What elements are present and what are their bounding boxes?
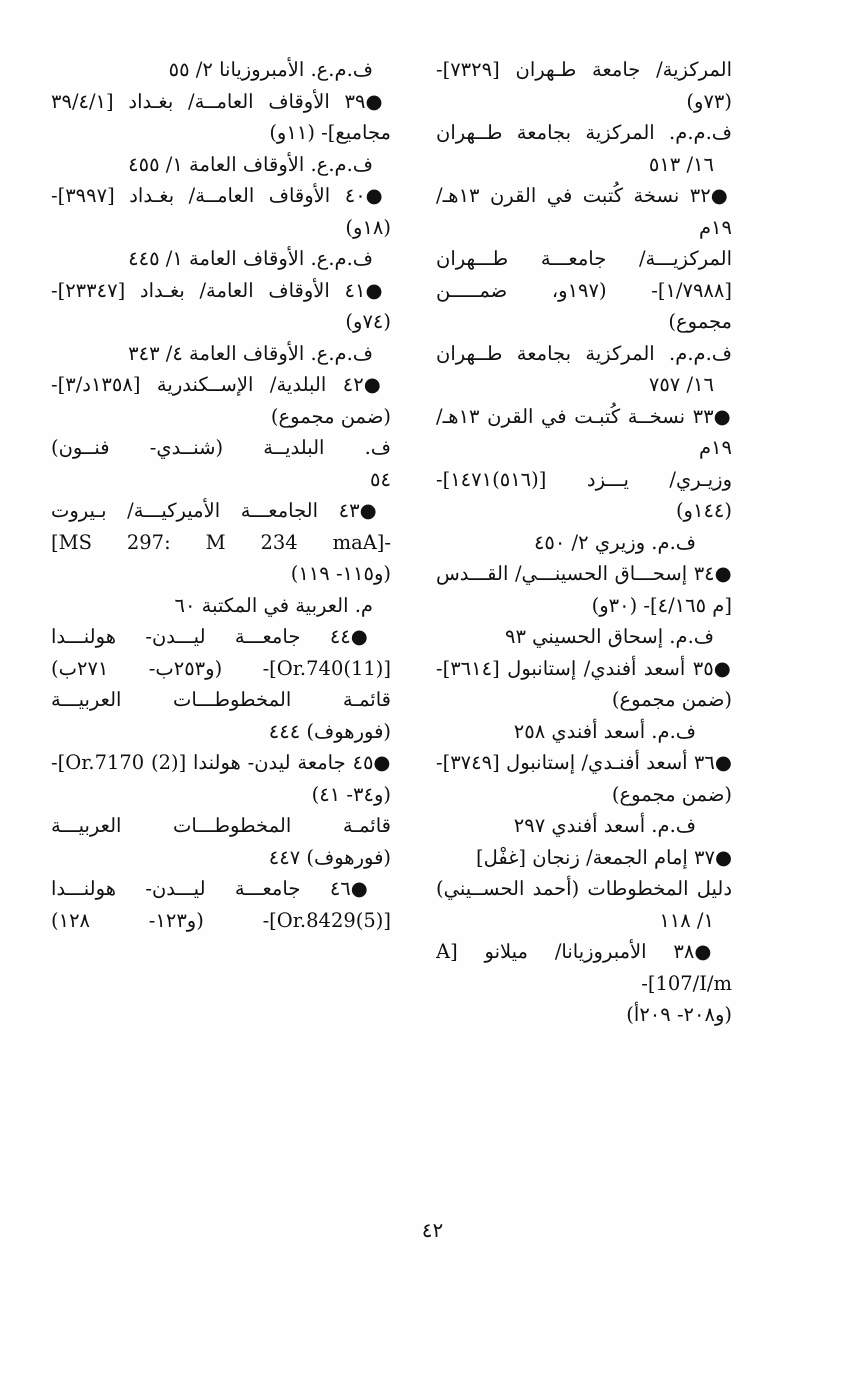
text-line: ●٤٣ الجامعـــة الأميركيـــة/ بـيروت: [51, 499, 391, 522]
text-line: ف.م. وزيري ٢/ ٤٥٠: [533, 530, 696, 554]
text-line: دليل المخطوطات (أحمد الحســيني): [436, 877, 732, 900]
text-line: مجموع): [668, 310, 732, 333]
text-line: ١٦/ ٧٥٧: [648, 373, 714, 396]
text-line: ١٦/ ٥١٣: [648, 152, 714, 176]
text-line: ●٣٨ الأمبروزيانا/ ميلانو [A 107/I/m]-: [436, 940, 732, 995]
text-line: (١٨و): [345, 215, 391, 239]
text-line: (٧٤و): [345, 310, 391, 333]
text-line: ف.م.م. المركزية بجامعة طــهران: [436, 341, 732, 365]
text-line: وزيـري/ يـــزد [(٥١٦)١٤٧١]-: [436, 467, 732, 491]
text-line: ●٤١ الأوقاف العامة/ بغـداد [٢٣٣٤٧]-: [51, 278, 391, 302]
text-line: (و٣٤- ٤١): [311, 782, 391, 806]
text-line: ●٤٦ جامعـــة ليـــدن- هولنـــدا: [51, 877, 391, 900]
text-line: ●٣٣ نسخــة كُتبـت في القرن ١٣هـ/: [436, 404, 732, 428]
text-line: ●٤٥ جامعة ليدن- هولندا [Or.7170 (2)]-: [51, 751, 391, 774]
text-line: (ضمن مجموع): [270, 404, 391, 428]
text-line: ●٣٦ أسعد أفنـدي/ إستانبول [٣٧٤٩]-: [436, 751, 732, 774]
text-line: ف.م.م. المركزية بجامعة طــهران: [436, 121, 732, 144]
text-line: ف.م.ع. الأمبروزيانا ٢/ ٥٥: [168, 58, 373, 81]
page-number: ٤٢: [421, 1218, 444, 1242]
text-line: ●٣٢ نسخة كُتبت في القرن ١٣هـ/ ١٩م: [436, 184, 732, 239]
right-column: [436, 54, 732, 1031]
text-line: مجاميع]- (١١و): [269, 121, 391, 144]
text-line: ف.م.ع. الأوقاف العامة ١/ ٤٥٥: [128, 152, 373, 176]
text-line: (فورهوف) ٤٤٧: [268, 845, 391, 869]
text-line: (ضمن مجموع): [611, 782, 732, 806]
text-line: ●٤٤ جامعـــة ليـــدن- هولنـــدا: [51, 625, 391, 648]
text-line: قائمـة المخطوطـــات العربيـــة: [51, 688, 391, 711]
text-line: [١/٧٩٨٨]- (١٩٧و، ضمـــــن: [436, 278, 732, 302]
text-line: ●٣٤ إسحـــاق الحسينـــي/ القـــدس: [436, 562, 732, 585]
text-line: ●٤٢ البلدية/ الإســكندرية [١٣٥٨د/٣]-: [51, 373, 391, 396]
text-line: ف.م. أسعد أفندي ٢٥٨: [513, 719, 696, 743]
text-line: (و٢٠٨- ٢٠٩أ): [626, 1003, 732, 1026]
text-line: ف. البلديــة (شنــدي- فنــون): [51, 436, 391, 459]
text-line: ف.م.ع. الأوقاف العامة ١/ ٤٤٥: [128, 247, 373, 270]
text-line: (فورهوف) ٤٤٤: [268, 719, 391, 743]
text-line: (٧٣و): [686, 89, 732, 113]
text-line: ف.م. إسحاق الحسيني ٩٣: [504, 625, 714, 648]
text-line: -[MS 297: M 234 maA]: [51, 530, 391, 554]
text-line: ١٩م: [698, 436, 732, 459]
text-line: ●٤٠ الأوقاف العامــة/ بغـداد [٣٩٩٧]-: [51, 184, 391, 207]
text-line: ف.م. أسعد أفندي ٢٩٧: [513, 814, 696, 837]
text-line: ●٣٩ الأوقاف العامــة/ بغـداد [٣٩/٤/١: [51, 89, 391, 113]
text-line: (١٤٤و): [675, 499, 732, 522]
text-line: ٥٤: [370, 467, 391, 491]
text-line: ●٣٥ أسعد أفندي/ إستانبول [٣٦١٤]-: [436, 656, 732, 680]
text-line: م. العربية في المكتبة ٦٠: [174, 593, 373, 617]
left-column: [51, 54, 391, 936]
text-line: ●٣٧ إمام الجمعة/ زنجان [غفْل]: [475, 845, 732, 869]
text-line: المركزيـــة/ جامعـــة طـــهران: [436, 247, 732, 270]
text-line: (ضمن مجموع): [611, 688, 732, 711]
text-line: (و١١٥- ١١٩): [290, 562, 391, 585]
text-line: [Or.740(11)]- (و٢٥٣ب- ٢٧١ب): [51, 656, 391, 680]
text-line: [م ٤/١٦٥]- (٣٠و): [591, 593, 732, 617]
text-line: ف.م.ع. الأوقاف العامة ٤/ ٣٤٣: [128, 341, 373, 365]
text-line: ١/ ١١٨: [659, 908, 714, 932]
text-line: [Or.8429(5)]- (و١٢٣- ١٢٨): [51, 908, 391, 932]
text-line: قائمـة المخطوطـــات العربيـــة: [51, 814, 391, 837]
text-line: المركزية/ جامعة طـهران [٧٣٢٩]-: [436, 58, 732, 81]
